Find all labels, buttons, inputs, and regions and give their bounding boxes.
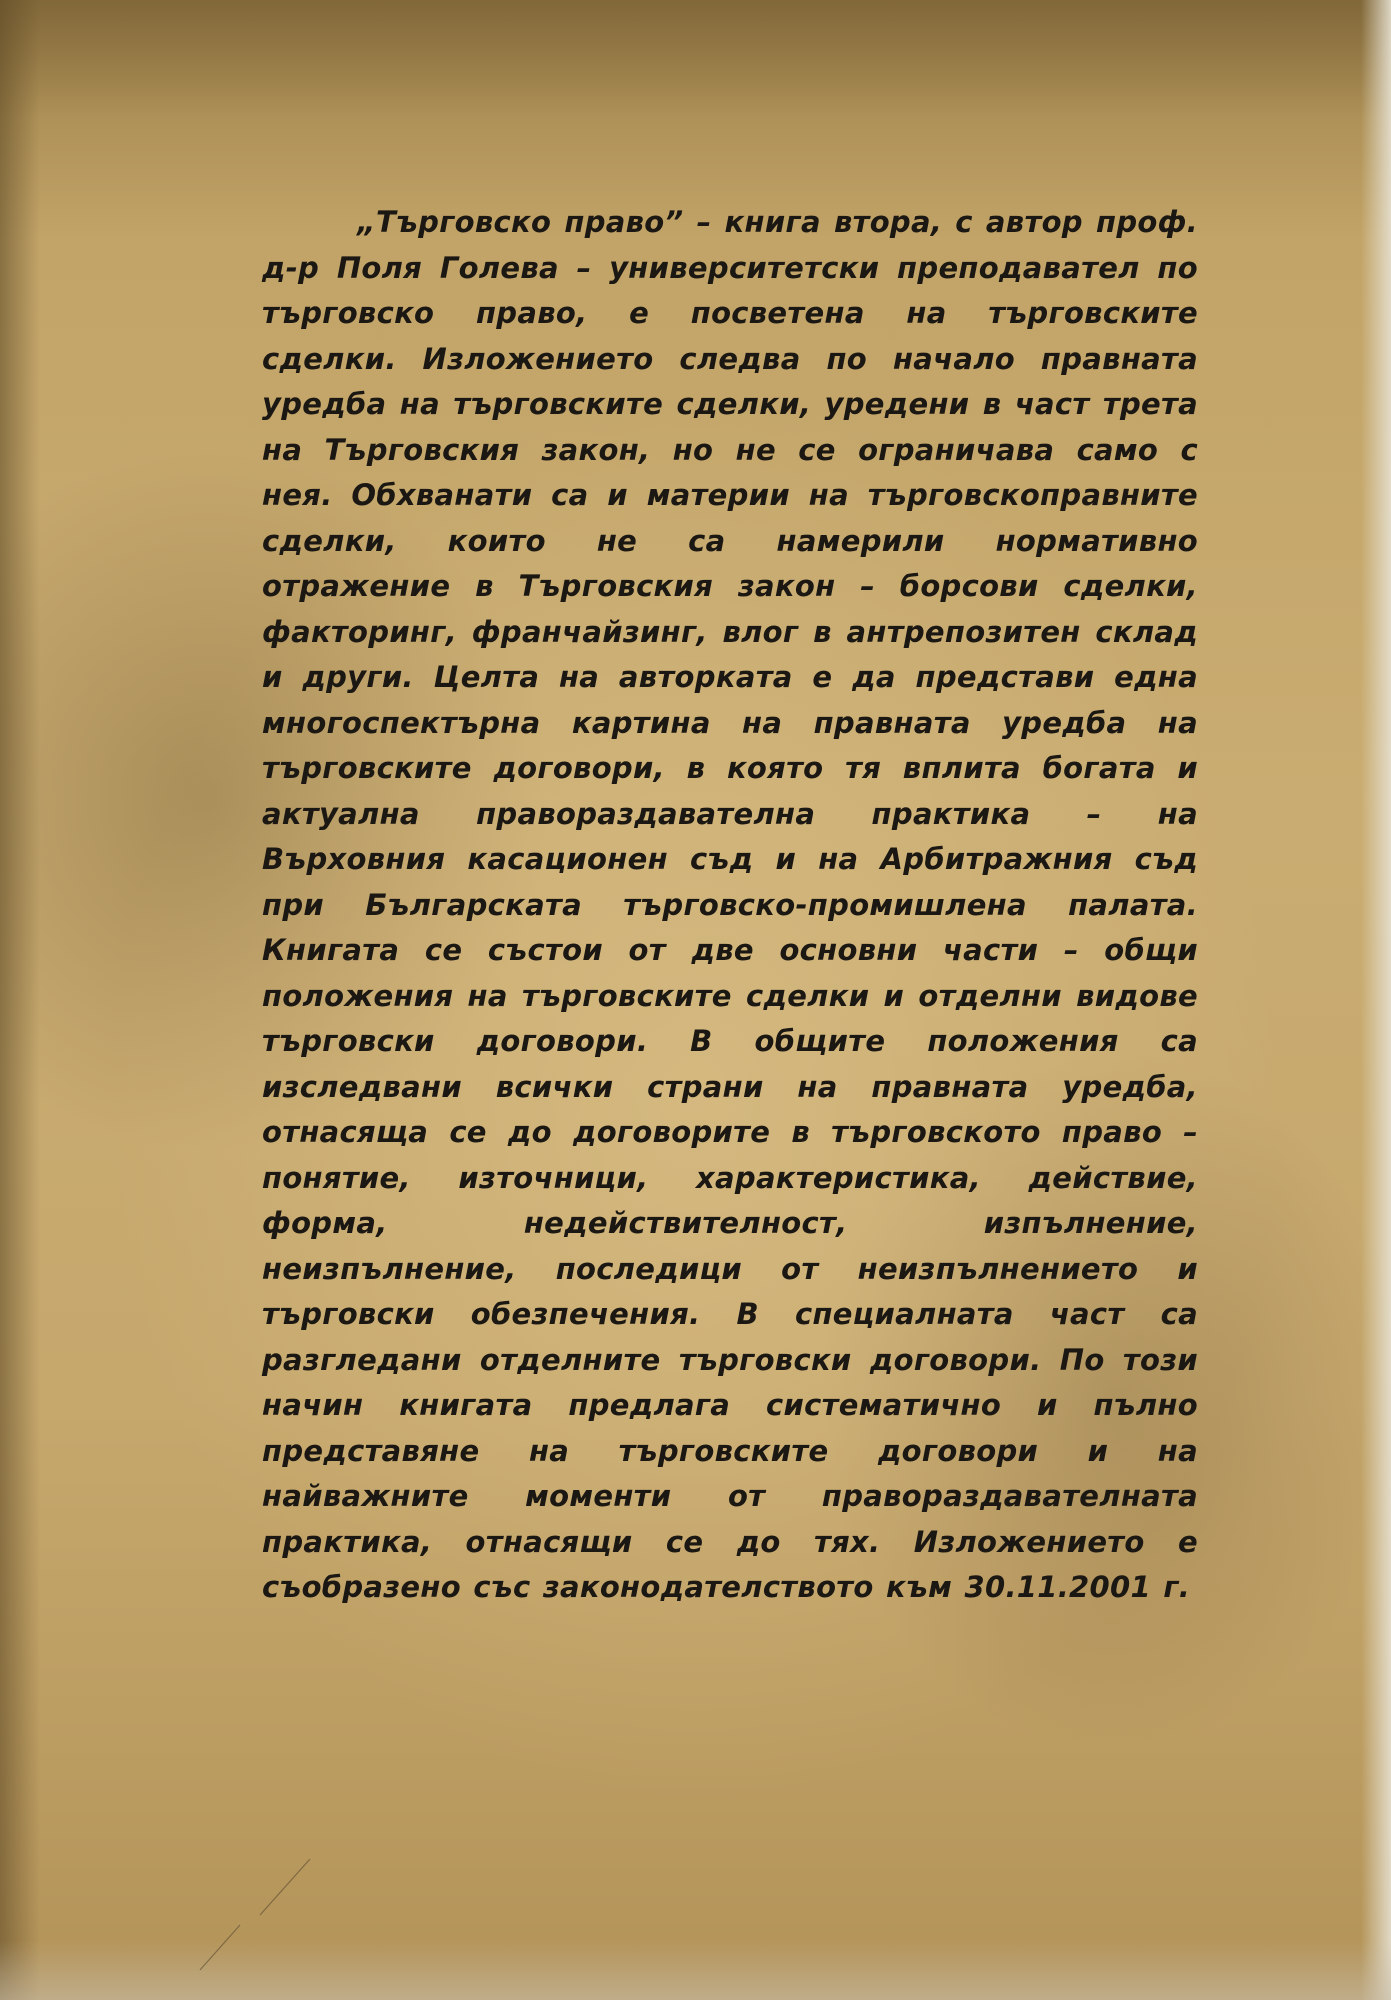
left-spine-shadow bbox=[0, 0, 40, 2000]
top-shadow bbox=[0, 0, 1391, 120]
scratch-mark bbox=[180, 1855, 330, 1975]
annotation-paragraph: „Търговско право” – книга втора, с автор проф. д-р Поля Голева – университетски преподавател по търговско право, е посветена на търговските сделки. Изложението следва по начало правната уредба на търговските сделки, уредени в част трета на Търговския закон, но не се ограничава само с нея. Обхванати са и материи на търговскоправните сделки, които не са намерили нормативно отражение в Търговския закон – борсови сделки, факторинг, франчайзинг, влог в антрепозитен склад и други. Целта на авторката е да представи една многоспектърна картина на правната уредба на търговските договори, в която тя вплита богата и актуална правораздавателна практика – на Върховния касационен съд и на Арбитражния съд при Българската търговско-промишлена палата. Книгата се състои от две основни части – общи положения на търговските сделки и отделни видове търговски договори. В общите положения са изследвани всички страни на правната уредба, отнасяща се до договорите в търговското право – понятие, източници, характеристика, действие, форма, недействителност, изпълнение, неизпълнение, последици от неизпълнението и търговски обезпечения. В специалната част са разгледани отделните търговски договори. По този начин книгата предлага систематично и пълно представяне на търговските договори и на найважните моменти от правораздавателната практика, отнасящи се до тях. Изложението е съобразено със законодателството към 30.11.2001 г. bbox=[262, 205, 1198, 1604]
right-page-edge bbox=[1361, 0, 1391, 2000]
